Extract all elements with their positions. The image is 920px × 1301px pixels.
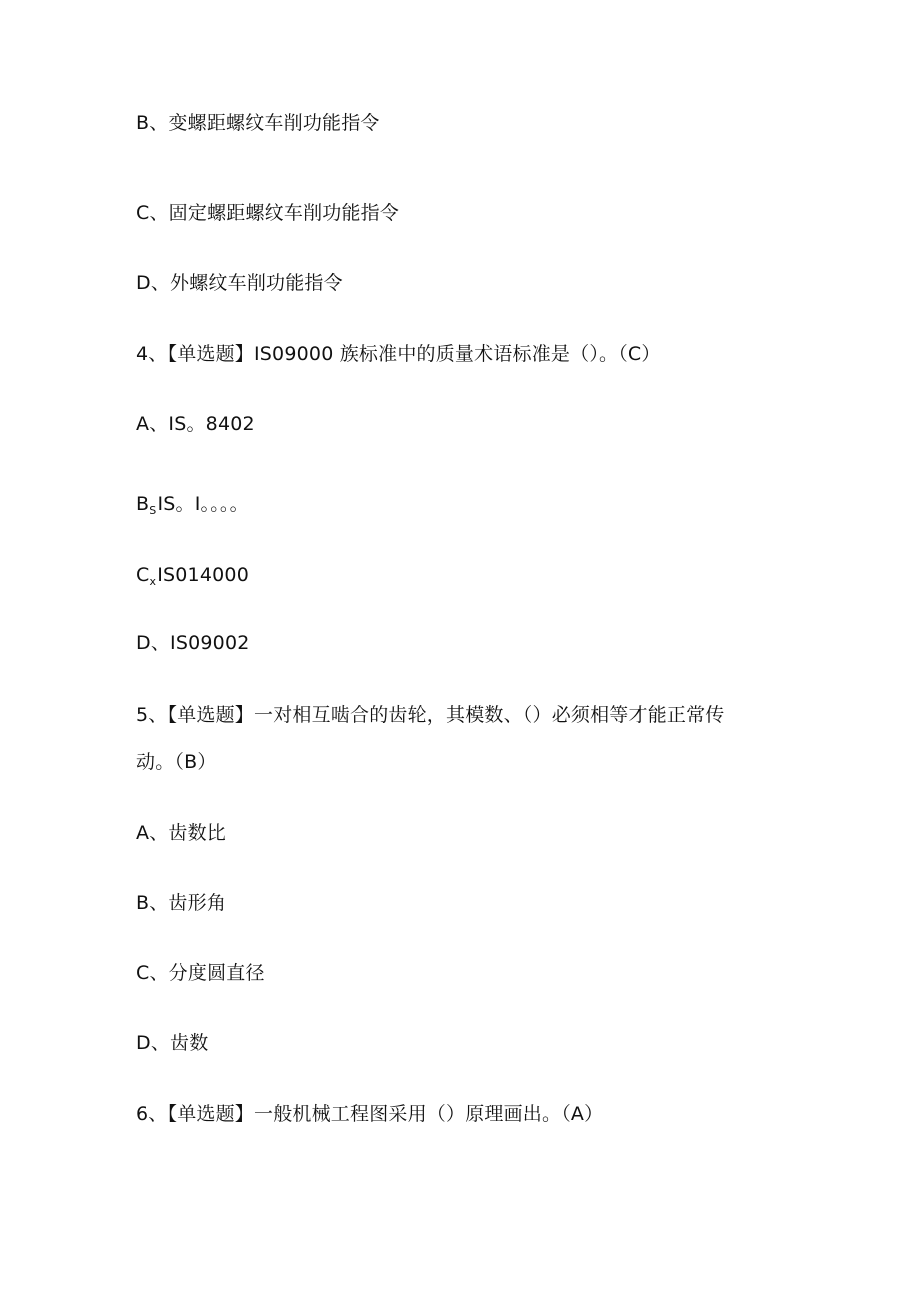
q3-option-d: D、外螺纹车削功能指令 [136,272,343,294]
q5-question-line1: 5、【单选题】一对相互啮合的齿轮，其模数、（）必须相等才能正常传 [136,704,725,726]
q3-option-c: C、固定螺距螺纹车削功能指令 [136,202,400,224]
q4-option-a: A、IS。8402 [136,413,255,435]
option-letter: C [136,564,150,586]
q3-option-b: B、变螺距螺纹车削功能指令 [136,112,380,134]
q5-option-a: A、齿数比 [136,822,226,844]
q4-question: 4、【单选题】IS09000 族标准中的质量术语标准是（）。（C） [136,343,661,365]
option-text: IS014000 [157,564,249,586]
q5-option-d: D、齿数 [136,1032,209,1054]
q5-option-c: C、分度圆直径 [136,962,265,984]
option-subscript: x [149,575,157,588]
option-subscript: S [149,504,157,517]
q4-option-b [136,492,249,519]
option-text: IS。I。。。。 [157,493,249,515]
q5-option-b: B、齿形角 [136,892,227,914]
q5-question-line2: 动。（B） [136,751,217,773]
option-letter: B [136,493,150,515]
q4-option-c [136,563,249,590]
q6-question: 6、【单选题】一般机械工程图采用（）原理画出。（A） [136,1103,604,1125]
q4-option-d: D、IS09002 [136,632,250,654]
